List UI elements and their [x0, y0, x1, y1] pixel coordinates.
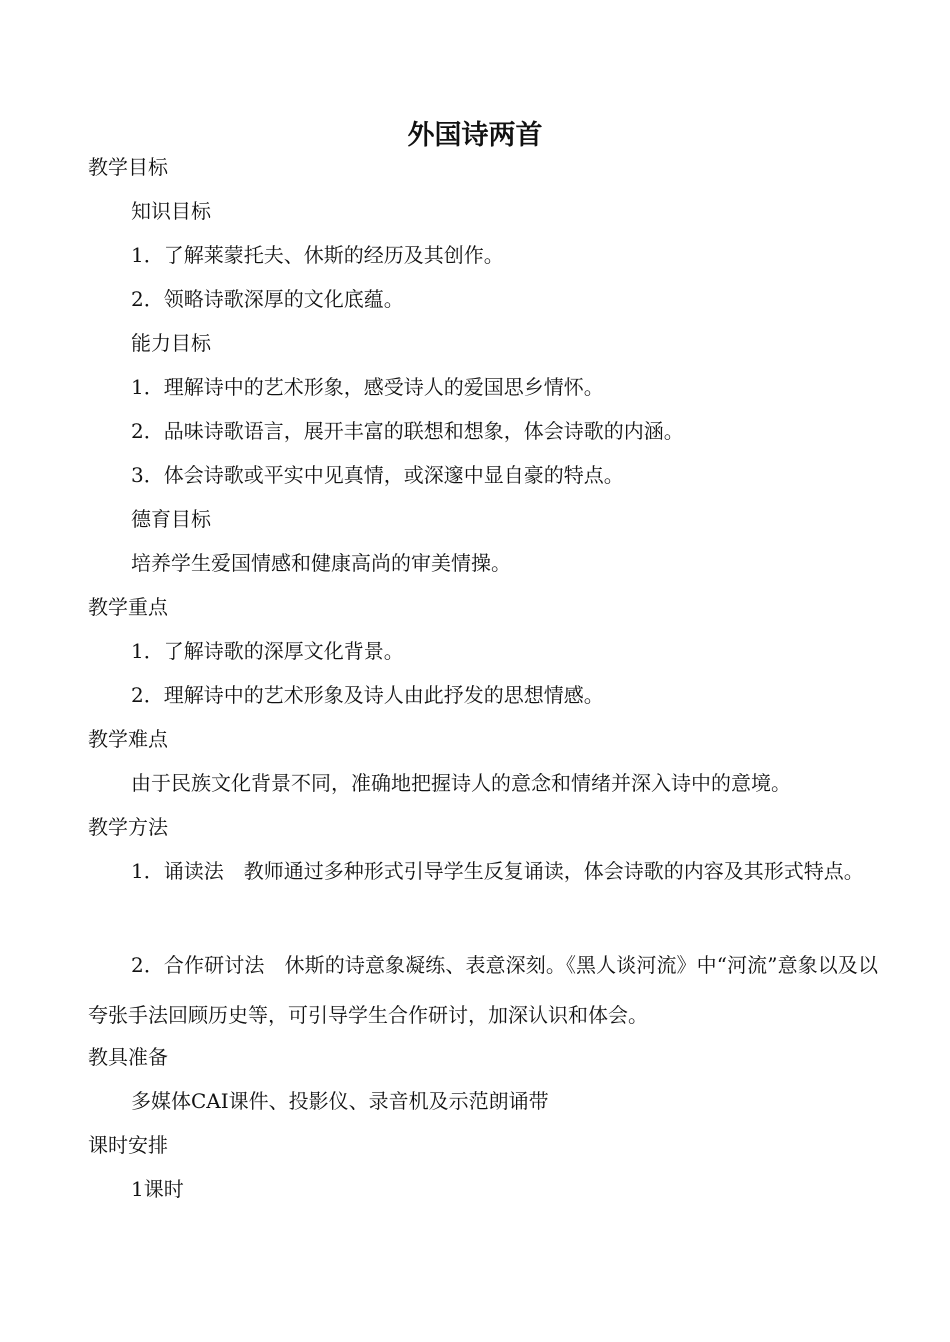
section-heading-key-points: 教学重点: [88, 595, 168, 619]
method-name: 1．诵读法: [131, 859, 224, 883]
section-heading-methods: 教学方法: [88, 815, 168, 839]
ability-item: 1．理解诗中的艺术形象，感受诗人的爱国思乡情怀。: [131, 375, 604, 399]
method-text: 教师通过多种形式引导学生反复诵读，体会诗歌的内容及其形式特点。: [243, 859, 864, 883]
method-item: [88, 846, 878, 896]
method-text: 休斯的诗意象凝练、表意深刻。《黑人谈河流》中“河流”意象以及以夸张手法回顾历史等，可引导学生合作研讨，加深认识和体会。: [88, 953, 878, 1027]
subheading-ability: 能力目标: [131, 331, 211, 355]
document-title: 外国诗两首: [407, 120, 543, 151]
ability-item: 3．体会诗歌或平实中见真情，或深邃中显自豪的特点。: [131, 463, 624, 487]
subheading-knowledge: 知识目标: [131, 199, 211, 223]
section-heading-schedule: 课时安排: [88, 1133, 168, 1157]
schedule-text: 1课时: [131, 1177, 184, 1201]
ability-item: 2．品味诗歌语言，展开丰富的联想和想象，体会诗歌的内涵。: [131, 419, 684, 443]
key-point-item: 1．了解诗歌的深厚文化背景。: [131, 639, 404, 663]
section-heading-objectives: 教学目标: [88, 155, 168, 179]
method-item: [88, 940, 878, 1040]
difficulties-text: 由于民族文化背景不同，准确地把握诗人的意念和情绪并深入诗中的意境。: [131, 771, 791, 795]
moral-text: 培养学生爱国情感和健康高尚的审美情操。: [131, 551, 511, 575]
section-heading-difficulties: 教学难点: [88, 727, 168, 751]
knowledge-item: 2．领略诗歌深厚的文化底蕴。: [131, 287, 404, 311]
knowledge-item: 1．了解莱蒙托夫、休斯的经历及其创作。: [131, 243, 504, 267]
key-point-item: 2．理解诗中的艺术形象及诗人由此抒发的思想情感。: [131, 683, 604, 707]
tools-text: 多媒体CAI课件、投影仪、录音机及示范朗诵带: [131, 1089, 549, 1113]
section-heading-tools: 教具准备: [88, 1045, 168, 1069]
method-name: 2．合作研讨法: [131, 953, 265, 977]
subheading-moral: 德育目标: [131, 507, 211, 531]
